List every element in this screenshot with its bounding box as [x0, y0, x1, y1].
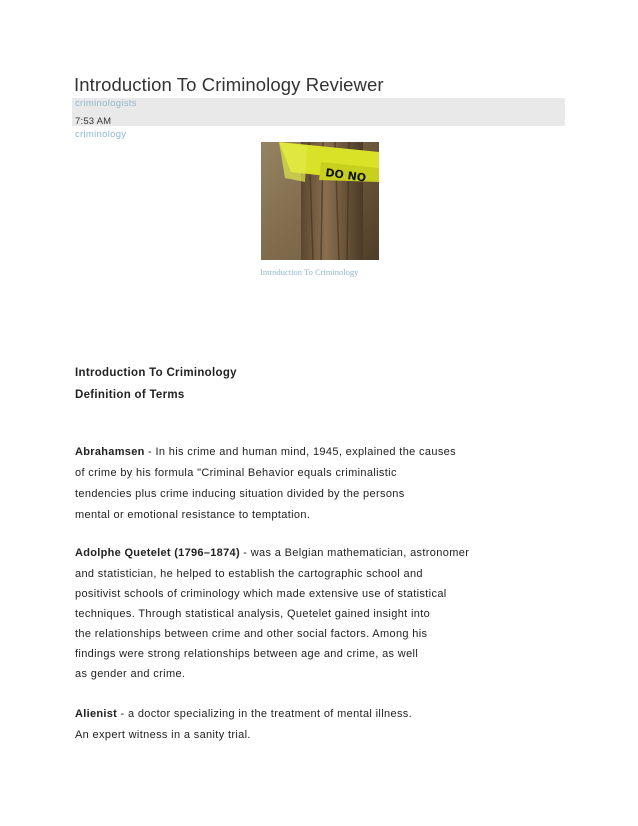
term-label: Alienist [75, 708, 118, 720]
entry-text-line: An expert witness in a sanity trial. [75, 729, 251, 741]
subsection-heading: Definition of Terms [75, 389, 185, 401]
entry-text-line: techniques. Through statistical analysis, Quetelet gained insight into [75, 608, 431, 620]
category-link-criminologists[interactable]: criminologists [75, 98, 137, 109]
term-label: Abrahamsen [75, 446, 145, 458]
section-heading: Introduction To Criminology [75, 367, 237, 379]
entry-text-line: the relationships between crime and other social factors. Among his [75, 628, 428, 640]
tape-text: DO NO [324, 166, 367, 185]
entry-quetelet [75, 547, 469, 559]
entry-text: - a doctor specializing in the treatment of mental illness. [117, 708, 413, 720]
entry-text-line: tendencies plus crime inducing situation divided by the persons [75, 488, 405, 500]
entry-abrahamsen [75, 446, 456, 458]
image-caption-link[interactable]: Introduction To Criminology [260, 267, 359, 277]
category-link-criminology[interactable]: criminology [75, 129, 127, 140]
entry-text-line: of crime by his formula "Criminal Behavior equals criminalistic [75, 467, 397, 479]
post-meta-bar [72, 98, 565, 126]
term-label: Adolphe Quetelet (1796–1874) [75, 547, 240, 559]
crime-scene-tape-photo [261, 142, 379, 260]
entry-text-line: positivist schools of criminology which made extensive use of statistical [75, 588, 447, 600]
post-title: Introduction To Criminology Reviewer [74, 74, 384, 95]
entry-text-line: findings were strong relationships between age and crime, as well [75, 648, 419, 660]
entry-text-line: and statistician, he helped to establish the cartographic school and [75, 568, 423, 580]
post-time: 7:53 AM [75, 116, 112, 127]
entry-text-line: as gender and crime. [75, 668, 186, 680]
entry-alienist [75, 708, 412, 720]
entry-text: - was a Belgian mathematician, astronomer [239, 547, 470, 559]
entry-text-line: mental or emotional resistance to temptation. [75, 509, 311, 521]
entry-text: - In his crime and human mind, 1945, explained the causes [144, 446, 456, 458]
